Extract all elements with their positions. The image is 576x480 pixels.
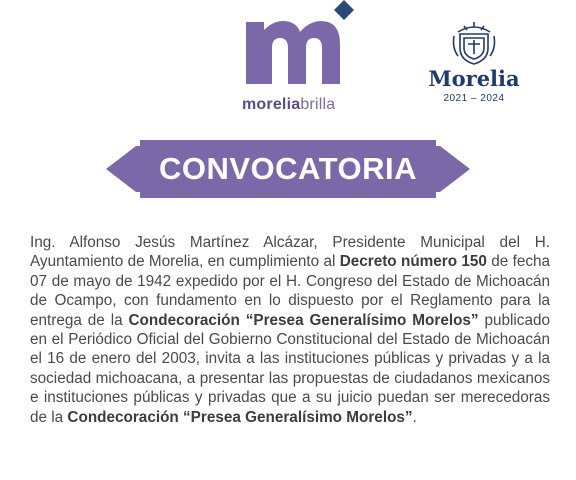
text-segment: . [412, 408, 417, 426]
brand-name-bold: morelia [242, 96, 301, 113]
decree-reference: Decreto número 150 [339, 253, 487, 271]
text-segment: publicado en el Periódico Oficial del Gobierno Constitucional del Estado de Michoacán el 16 de enero del 2003, invita a las instituciones públicas y privadas y a la sociedad michoacana, a presentar las propuestas de ciudadanos mexicanos e instituciones públicas y privadas que a su juicio puedan ser merecedoras de la [30, 311, 550, 426]
text-segment: de fecha 07 de mayo de 1942 expedido por el H. Congreso del Estado de Michoacán de Ocampo, con fundamento en lo dispuesto por el Reglamento para la entrega de la [30, 253, 551, 329]
brand-wordmark [242, 96, 335, 114]
m-logo-icon [236, 0, 360, 96]
award-name: Condecoración “Presea Generalísimo Morelos” [128, 311, 479, 329]
announcement-paragraph [30, 233, 550, 427]
municipality-logo [424, 20, 524, 110]
administration-years: 2021 – 2024 [443, 93, 505, 104]
morelia-brilla-logo [236, 0, 376, 118]
award-name: Condecoración “Presea Generalísimo Morelos” [67, 408, 413, 426]
page-title: CONVOCATORIA [158, 151, 418, 186]
municipality-name: Morelia [428, 66, 520, 91]
brand-name-light: brilla [300, 96, 336, 113]
coat-of-arms-icon [450, 20, 498, 66]
text-segment: Ing. Alfonso Jesús Martínez Alcázar, Presidente Municipal del H. Ayuntamiento de Morelia, en cumplimiento al [30, 234, 550, 271]
